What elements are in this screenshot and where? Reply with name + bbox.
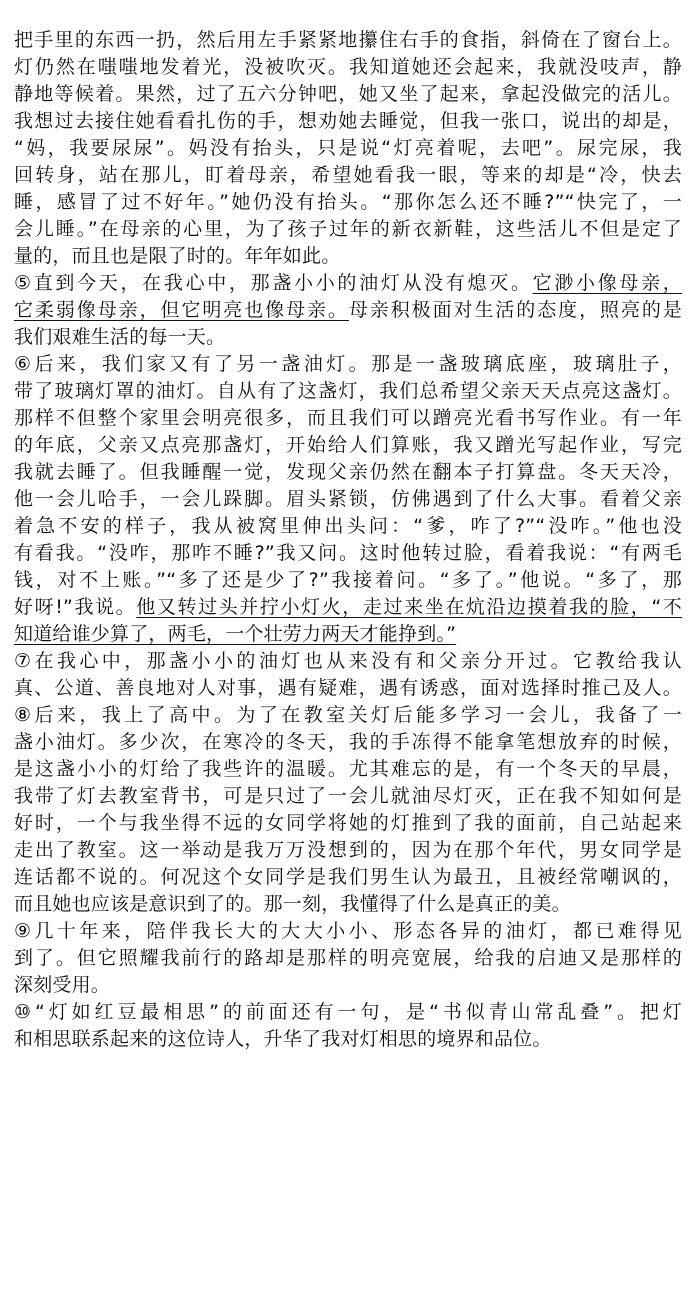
text-line: ⑩“灯如红豆最相思”的前面还有一句，是“书似青山常乱叠”。把灯 — [14, 1001, 682, 1023]
text-line: 真、公道、善良地对人对事，遇有疑难，遇有诱惑，面对选择时推己及人。 — [14, 677, 682, 699]
text-line: 连话都不说的。何况这个女同学是我们男生认为最丑，且被经常嘲讽的， — [14, 866, 682, 888]
paragraph-5-line — [14, 270, 682, 297]
paragraph-6-line — [14, 621, 682, 648]
text-line: 我们艰难生活的每一天。 — [14, 326, 226, 348]
text-line: 而且她也应该是意识到了的。那一刻，我懂得了什么是真正的美。 — [14, 893, 571, 915]
text-line: ⑨几十年来，陪伴我长大的大大小小、形态各异的油灯，都已难得见 — [14, 920, 682, 942]
underlined-text: 知道给谁少算了，两毛，一个壮劳力两天才能挣到。” — [14, 623, 457, 645]
text-line: 那样不但整个家里会明亮很多，而且我们可以蹭亮光看书写作业。有一年 — [14, 407, 682, 429]
text-line: 是这盏小小的灯给了我些许的温暖。尤其难忘的是，有一个冬天的早晨， — [14, 758, 682, 780]
text-line: “妈，我要尿尿”。妈没有抬头，只是说“灯亮着呢，去吧”。尿完尿，我 — [14, 137, 682, 159]
underlined-text: 它渺小像母亲， — [532, 272, 682, 294]
paragraph-5-line — [14, 297, 682, 324]
text-line: 到了。但它照耀我前行的路却是那样的明亮宽展，给我的启迪又是那样的 — [14, 947, 682, 969]
text-line: 回转身，站在那儿，盯着母亲，希望她看我一眼，等来的却是“冷，快去 — [14, 164, 682, 186]
text-line: 有看我。“没咋，那咋不睡?”我又问。这时他转过脸，看着我说：“有两毛 — [14, 542, 682, 564]
text-line: 深刻受用。 — [14, 974, 111, 996]
text-line: 着急不安的样子，我从被窝里伸出头问：“爹，咋了?”“没咋。”他也没 — [14, 515, 682, 537]
text-line: 把手里的东西一扔，然后用左手紧紧地攥住右手的食指，斜倚在了窗台上。 — [14, 29, 682, 51]
text-line: ⑥后来，我们家又有了另一盏油灯。那是一盏玻璃底座，玻璃肚子， — [14, 353, 682, 375]
text-line: 静地等候着。果然，过了五六分钟吧，她又坐了起来，拿起没做完的活儿。 — [14, 83, 682, 105]
text-line: 钱，对不上账。”“多了还是少了?”我接着问。“多了。”他说。“多了，那 — [14, 569, 682, 591]
text-line: ⑦在我心中，那盏小小的油灯也从来没有和父亲分开过。它教给我认 — [14, 650, 682, 672]
text-line: 盏小油灯。多少次，在寒冷的冬天，我的手冻得不能拿笔想放弃的时候， — [14, 731, 682, 753]
underlined-text: 它柔弱像母亲，但它明亮也像母亲。 — [14, 299, 349, 321]
text-line: 好时，一个与我坐得不远的女同学将她的灯推到了我的面前，自己站起来 — [14, 812, 682, 834]
paragraph-6-line — [14, 594, 682, 621]
text-line: 睡，感冒了过不好年。”她仍没有抬头。“那你怎么还不睡?”“快完了，一 — [14, 191, 682, 213]
text-line: 带了玻璃灯罩的油灯。自从有了这盏灯，我们总希望父亲天天点亮这盏灯。 — [14, 380, 682, 402]
underlined-text: 他又转过头并拧小灯火，走过来坐在炕沿边摸着我的脸，“不 — [136, 596, 682, 618]
text-line: 和相思联系起来的这位诗人，升华了我对灯相思的境界和品位。 — [14, 1028, 552, 1050]
text-line: 我带了灯去教室背书，可是只过了一会儿就油尽灯灭，正在我不知如何是 — [14, 785, 682, 807]
plain-text: ⑤直到今天，在我心中，那盏小小的油灯从没有熄灭。 — [14, 272, 533, 294]
text-line: 量的，而且也是限了时的。年年如此。 — [14, 245, 341, 267]
plain-text: 母亲积极面对生活的态度，照亮的是 — [348, 299, 683, 321]
text-line: 会儿睡。”在母亲的心里，为了孩子过年的新衣新鞋，这些活儿不但是定了 — [14, 218, 682, 240]
plain-text: 好呀!”我说。 — [14, 596, 137, 618]
text-line: 走出了教室。这一举动是我万万没想到的，因为在那个年代，男女同学是 — [14, 839, 682, 861]
text-line: 的年底，父亲又点亮那盏灯，开始给人们算账，我又蹭光写起作业，写完 — [14, 434, 682, 456]
text-line: 我想过去接住她看看扎伤的手，想劝她去睡觉，但我一张口，说出的却是， — [14, 110, 682, 132]
text-line: ⑧后来，我上了高中。为了在教室关灯后能多学习一会儿，我备了一 — [14, 704, 682, 726]
text-line: 灯仍然在嗤嗤地发着光，没被吹灭。我知道她还会起来，我就没吱声，静 — [14, 56, 682, 78]
text-line: 他一会儿哈手，一会儿跺脚。眉头紧锁，仿佛遇到了什么大事。看着父亲 — [14, 488, 682, 510]
text-line: 我就去睡了。但我睡醒一觉，发现父亲仍然在翻本子打算盘。冬天天冷， — [14, 461, 682, 483]
